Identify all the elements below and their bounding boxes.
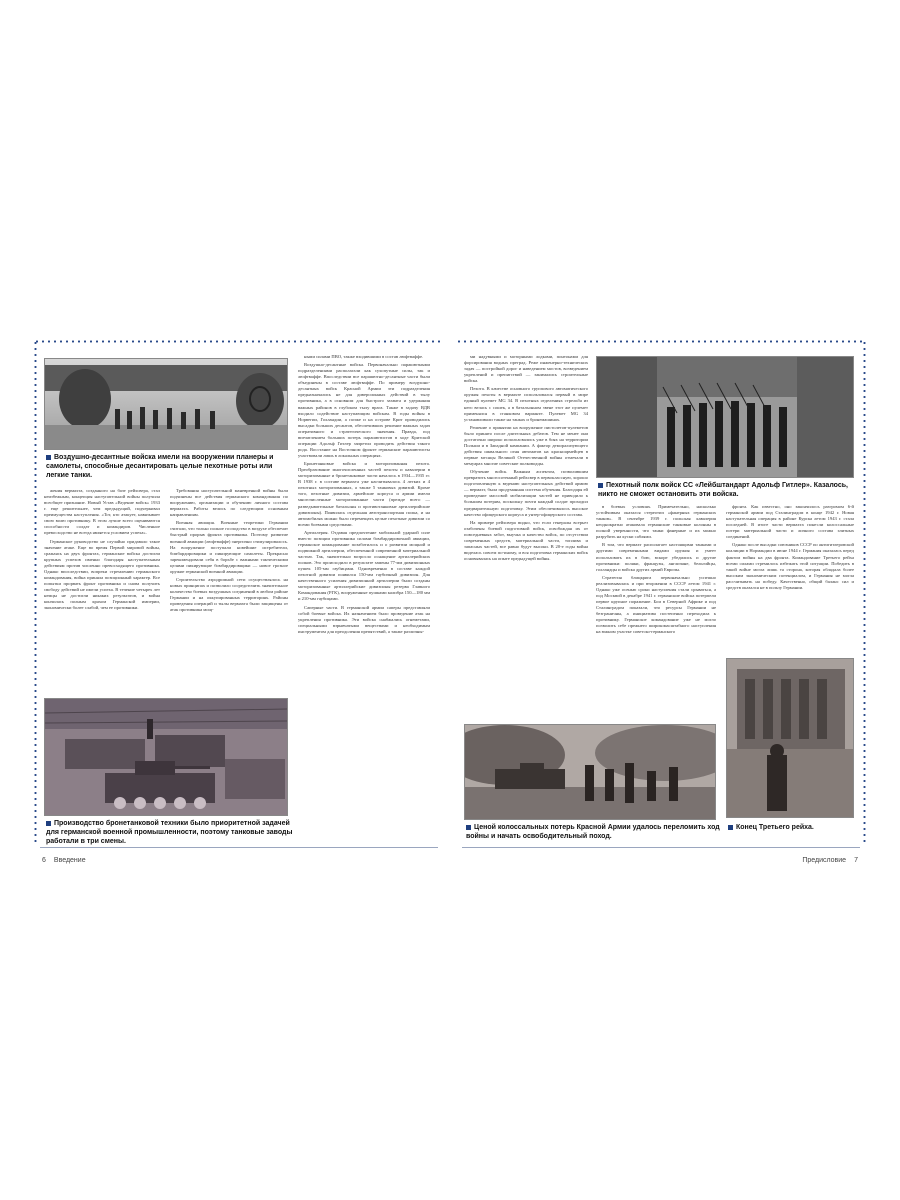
paragraph: Артиллерия. Отдавая предпочтение мобильной ударной силе вместо позиции противника силами бомбардировочной авиации, германское командование позаботилось и о развитии мощной и подвижной артиллерии, обеспеченной современной материальной частью. Так, значительно возросло оснащение артиллерийских полков. Это происходило в результате замены 77-мм дивизионных пушек 105-мм гаубицами. Одновременно в составе каждой пехотной дивизии появился 150-мм гаубичный дивизион. Для качественного усиления дивизионной артиллерии были созданы моторизованные артиллерийские дивизионы резерва Главного Командования (РГК), вооруженные пушками калибра 150—180 мм и 210-мм гаубицами. (298, 529, 430, 602)
photo-reichstag-end (726, 658, 854, 818)
caption-marker-icon (466, 825, 471, 830)
caption-marker-icon (598, 483, 603, 488)
paragraph: Пехота. В качестве основного группового автоматического оружия пехоты в вермахте использовался первый в мире единый пулемет MG 34. В пехотных отделениях стрельба из него велась с сошек, а в батальонном звене этот же пулемет применялся в станковом варианте. Пулемет MG 34 устанавливали также на танках и бронемашинах. (464, 386, 588, 422)
dotted-border-top (456, 340, 866, 343)
paragraph: Стратегия блицкрига первоначально успешно реализовывалась и при вторжении в СССР летом 1941 г. Однако уже осенью сроки наступления стали срываться, а под Москвой в декабре 1941 г. германские войска потерпели первое крупное поражение. Бои в Северной Африке и под Сталинградом показали, что ресурсы Германии не безграничны, а инициатива постепенно переходила к противнику. Германское командование уже не могло позволить себе прежнего широкомасштабного наступления на южном участке советско-германского (596, 574, 716, 635)
text-column-1 (44, 488, 160, 694)
caption-bottom-left (46, 820, 296, 846)
caption-marker-icon (46, 455, 51, 460)
paragraph: в боевых условиях. Примечательно, насколько устойчивым оказался стереотип «фанерных германских танков». В сентябре 1939 г. польская кавалерия неоднократно атаковала германские танковые колонны в полной уверенности, что танки фанерные и их можно разрубить на куски саблями. (596, 504, 716, 540)
text-column-1 (464, 354, 588, 720)
paragraph: Обучение войск. Важным аспектом, позволившим превратить многосотенный рейхсвер в первоклассную, хорошо подготовленную к ведению наступательных действий армию — вермахт, была продуманная система обучения. Благодаря ей проведение массовой мобилизации частей не приводило к большим потерям, поскольку почти каждый солдат проходил предварительную подготовку. Этим обеспечивалось высокое качество офицерского корпуса и унтер-офицерского состава. (464, 469, 588, 517)
paragraph: Решение о принятии на вооружение пистолетов-пулеметов было принято после длительных дебатов. Тем не менее они достаточно широко использовались уже в боях на территории Польши и в Западной кампании. А фактор деморализующего действия шквального огня автоматов на красноармейцев в первые месяцы Великой Отечественной войны отмечали в мемуарах многие советские полководцы. (464, 424, 588, 467)
paragraph: Военная авиация. Военные теоретики Германии считали, что только полное господство в воздухе обеспечит быстрый прорыв фронта противника. Поэтому развитие военной авиации (люфтваффе) энергично стимулировалось. На вооружение поступали новейшие истребители, бомбардировщики и пикирующие самолеты. Прекрасно зарекомендовали себя в борьбе с важными тактическими целями пикирующие бомбардировщики — новое грозное оружие германской военной авиации. (170, 520, 288, 574)
paragraph: ными силами ПВО, также входившими в состав люфтваффе. (304, 354, 424, 359)
photo-ss-parade (596, 356, 854, 478)
photo-tank-factory (44, 698, 288, 816)
footer-rule (40, 847, 438, 848)
footer-right (802, 857, 866, 864)
paragraph: На примере рейхсвера видно, что если генералы всерьез озабочены боевой подготовкой войск, освобождая их от повседневных забот, выучка и качество войск, по отсутствии современных средств, материальной части, топлива и запасных частей, все равно будут высоки. В 20-е годы война виделась совсем по-иному, и вся подготовка германских войск основывалась на опыте предыдущей войны. (464, 519, 588, 561)
dotted-border-top (34, 340, 444, 343)
text-column-2 (170, 488, 288, 694)
footer-rule (462, 847, 860, 848)
left-page (34, 340, 444, 868)
caption-bottom-right-1 (466, 824, 720, 842)
paragraph: жения вермахта, созданного на базе рейхсвера, стал неизбежным, концепция наступательной войны получила всеобщее признание. Новый Устав «Ведение войск» 1933 г. еще решительнее, чем предыдущий, подчеркивал преимущества наступления. «Тот, кто атакует, навязывает свою волю противнику. В этом лучше всего оцениваются способности солдат и командиров. Численное превосходство не всегда является условием успеха». (44, 488, 160, 536)
footer-left (34, 857, 86, 864)
photo-paratroopers-glider (44, 358, 288, 450)
page-number: 6 (42, 857, 46, 864)
book-spread (34, 340, 866, 868)
paragraph: Воздушно-десантные войска. Первоначально парашютными подразделениями располагали как сухопутные силы, так и люфтваффе. Впоследствии все парашютно-десантные части были объединены в составе люфтваффе. По примеру воздушно-десантных войск Красной Армии эти подразделения предназначались не для диверсионных действий в тылу противника, а в основном для быстрого захвата и удержания важных районов в глубоком тылу врага. Также в задачу ВДВ входило содействие наступающим войскам. В годы войны в Норвегии, Голландии, а позже и на острове Крит проводились высадки больших десантов, обеспечивших решение важных задач оперативного и стратегического значения. Правда, под впечатлением больших потерь парашютистов в ходе Критской операции Адольф Гитлер запретил проводить действия такого рода. Восстание на Восточном фронте германские парашютисты участвовали лишь в локальных операциях. (298, 362, 430, 458)
paragraph: ми надувными и моторными лодками, понтонами для форсирования водных преград. Реже инженерно-технических задач — постройкой дорог и наведением мостов, возведением укреплений и препятствий — занимались строительные войска. (464, 354, 588, 384)
text-column-3 (726, 504, 854, 654)
photo-red-army-assault (464, 724, 716, 820)
dotted-border-side (863, 340, 866, 844)
text-column-2 (596, 504, 716, 720)
caption-text: Ценой колоссальных потерь Красной Армии удалось переломить ход войны и начать освободительный поход. (466, 824, 720, 840)
caption-top-right (598, 482, 856, 500)
caption-text: Воздушно-десантные войска имели на вооружении планеры и самолеты, способные десантировать целые пехотные роты или легкие танки. (46, 454, 274, 479)
paragraph: В том, что вермахт располагает настоящими танками и другими современными видами оружия и умеет использовать их в бою, вскоре убедились и другие противники: поляки, французы, англичане, бельгийцы, голландцы и войска других армий Европы. (596, 542, 716, 572)
right-page (456, 340, 866, 868)
paragraph: Строительство аэродромной сети осуществлялось на новых принципах и позволило сосредоточить значительное количество боевых воздушных соединений в любом районе Германии и на оккупированных территориях. Районы проведения операций и тылы вермахта были защищены от атак противника мощ- (170, 576, 288, 613)
caption-text: Производство бронетанковой техники было приоритетной задачей для германской военной промышленности, поэтому танковые заводы работали в три смены. (46, 820, 293, 845)
paragraph: Однако после высадки союзников СССР по антигитлеровской коалиции в Нормандии в июне 1944 г. Германия оказалась перед фактом войны на два фронта. Командование Третьего рейха всеми силами стремилось избежать этой ситуации. Победить в такой войне могла лишь та сторона, которая обладала более высоким экономическим потенциалом, и Германия не могла рассчитывать на победу. Качественно, общий баланс сил и средств оказался не в пользу Германии. (726, 542, 854, 590)
caption-bottom-right-2 (728, 824, 856, 833)
caption-text: Пехотный полк войск СС «Лейбштандарт Адольф Гитлер». Казалось, никто не сможет остановить эти войска. (598, 482, 849, 498)
paragraph: Германское руководство не случайно придавало такое значение атаке. Еще во время Первой мировой войны, сражаясь на двух фронтах, германские войска достигли крупных успехов именно благодаря наступательным действиям против численно превосходящего противника. Однако впоследствии, вопреки стремлению германского командования, война приняла позиционный характер. Все попытки прорвать фронт противника и снова получить свободу действий не имели успеха. В течение четырех лет немцы не достигли никаких результатов, и война кончилась полным крахом Германской империи, экономически более слабой, чем ее противники. (44, 538, 160, 611)
running-head: Введение (53, 857, 86, 864)
paragraph: Саперные части. В германской армии саперы представляли собой боевые войска. Их назначением было проведение атак на укрепления противника. Эти войска снабжались огнеметами, специальными взрывчатыми веществами и необходимым инструментом для преодоления препятствий, а также различны- (298, 604, 430, 634)
running-head: Предисловие (802, 857, 847, 864)
caption-text: Конец Третьего рейха. (736, 824, 814, 831)
paragraph: Бронетанковые войска и моторизованная пехота. Преобразование многочисленных частей пехоты и кавалерии в моторизованные и бронетанковые части началось в 1934—1935 гг. В 1938 г. в составе вермахта уже насчитывалось 4 легких и 4 пехотных моторизованных, а также 5 танковых дивизий. Кроме того, пехотные дивизии, армейские корпуса и армии имели многочисленные моторизованные части (прежде всего — разведывательные батальоны и противотанковые артиллерийские дивизионы). Появилась отдельная автотранспортная полка, и на автомобилях можно было перемещать целые пехотные дивизии со всеми боевыми средствами. (298, 461, 430, 527)
text-column-3 (298, 354, 430, 838)
paragraph: фронта. Как известно, оно закончилось разгромом 6-й германской армии под Сталинградом в конце 1942 г. Новая наступательная операция в районе Курска летом 1943 г. стала последней. В итоге части вермахта понесли колоссальные потери материальной части и личного состава элитных соединений. (726, 504, 854, 540)
caption-marker-icon (728, 825, 733, 830)
paragraph: Требования наступательной маневренной войны были подчинены все действия германского командования по вооружению, организации и обучению личного состава вермахта. Работы велись по следующим основным направлениям. (170, 488, 288, 518)
page-number: 7 (854, 857, 858, 864)
dotted-border-side (34, 340, 37, 844)
caption-top-left (46, 454, 290, 480)
caption-marker-icon (46, 821, 51, 826)
